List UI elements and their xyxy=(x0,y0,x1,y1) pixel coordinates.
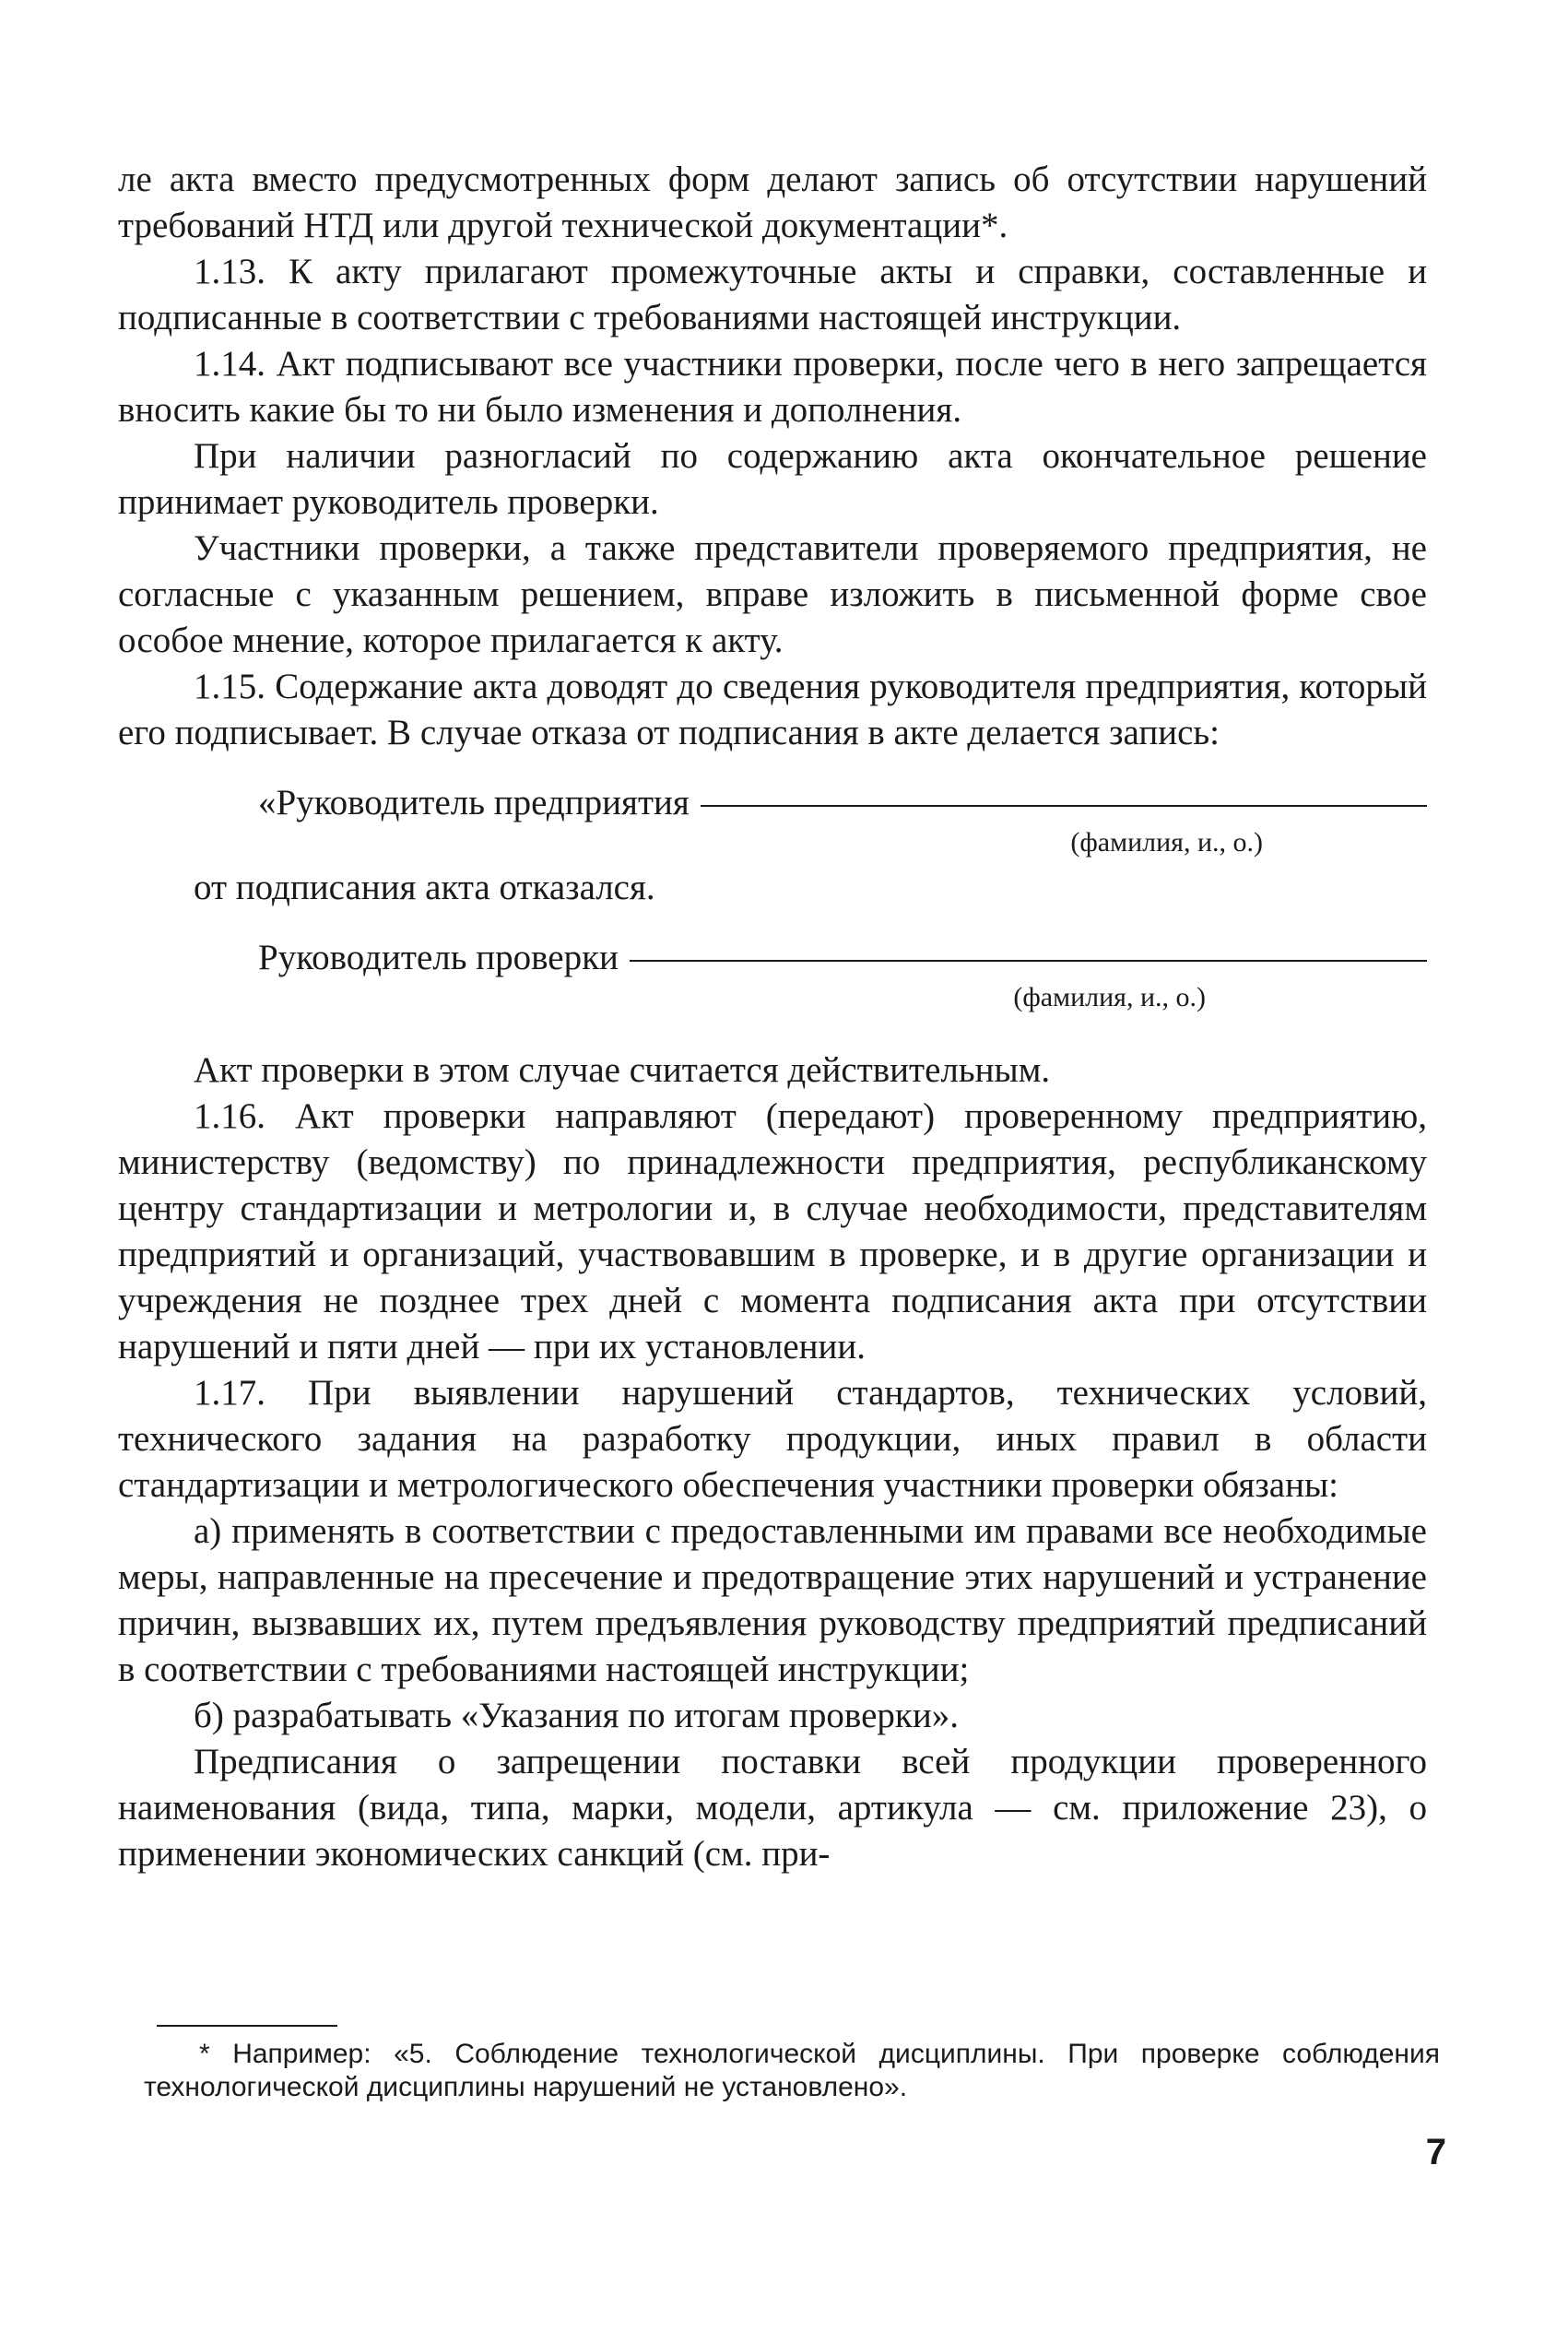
signature-rule xyxy=(630,960,1427,962)
paragraph-1-16: 1.16. Акт проверки направляют (передают) проверенному предприятию, министерству (ведомству) по принадлежности предприятия, республиканскому центру стандартизации и метрологии и, в случае необходимости, представителям предприятий и организаций, участвовавшим в проверке, и в другие организации и учреждения не позднее трех дней с момента подписания акта при отсутствии нарушений и пяти дней — при их установлении. xyxy=(118,1096,1427,1367)
signature-rule xyxy=(701,805,1427,807)
paragraph-1-14: 1.14. Акт подписывают все участники проверки, после чего в него запрещается вносить какие бы то ни было изменения и дополнения. xyxy=(118,344,1427,430)
refused-to-sign-text: от подписания акта отказался. xyxy=(194,868,655,907)
paragraph-1-13: 1.13. К акту прилагают промежуточные акты и справки, составленные и подписанные в соответствии с требованиями настоящей инструкции. xyxy=(118,252,1427,337)
page-number: 7 xyxy=(1425,2132,1446,2172)
paragraph-1-15: 1.15. Содержание акта доводят до сведения руководителя предприятия, который его подписывает. В случае отказа от подписания в акте делается запись: xyxy=(118,667,1427,752)
paragraph-valid: Акт проверки в этом случае считается действительным. xyxy=(194,1050,1051,1090)
main-text xyxy=(118,157,1427,1877)
head-name-caption: (фамилия, и., о.) xyxy=(1070,827,1263,858)
paragraph-participants: Участники проверки, а также представители проверяемого предприятия, не согласные с указанным решением, вправе изложить в письменной форме свое особое мнение, которое прилагается к акту. xyxy=(118,528,1427,660)
paragraph-1-17: 1.17. При выявлении нарушений стандартов, технических условий, технического задания на разработку продукции, иных правил в области стандартизации и метрологического обеспечения участники проверки обязаны: xyxy=(118,1373,1427,1505)
paragraph-item-b: б) разрабатывать «Указания по итогам проверки». xyxy=(194,1696,959,1735)
inspection-head-label: Руководитель проверки xyxy=(258,938,619,977)
head-of-enterprise-label: «Руководитель предприятия xyxy=(258,783,690,822)
signature-line-inspector xyxy=(118,935,1427,981)
signature-line-head xyxy=(118,780,1427,826)
paragraph-disagreement: При наличии разногласий по содержанию акта окончательное решение принимает руководитель проверки. xyxy=(118,436,1427,522)
footnote: * Например: «5. Соблюдение технологической дисциплины. При проверке соблюдения технологической дисциплины нарушений не установлено». xyxy=(144,2039,1440,2102)
paragraph-intro: ле акта вместо предусмотренных форм делают запись об отсутствии нарушений требований НТД или другой технической документации*. xyxy=(118,160,1427,245)
footnote-divider xyxy=(157,2025,337,2027)
paragraph-prescriptions: Предписания о запрещении поставки всей продукции проверенного наименования (вида, типа, марки, модели, артикула — см. приложение 23), о применении экономических санкций (см. при- xyxy=(118,1742,1427,1874)
inspector-name-caption: (фамилия, и., о.) xyxy=(1013,982,1206,1012)
paragraph-item-a: а) применять в соответствии с предоставленными им правами все необходимые меры, направленные на пресечение и предотвращение этих нарушений и устранение причин, вызвавших их, путем предъявления руководству предприятий предписаний в соответствии с требованиями настоящей инструкции; xyxy=(118,1511,1427,1689)
